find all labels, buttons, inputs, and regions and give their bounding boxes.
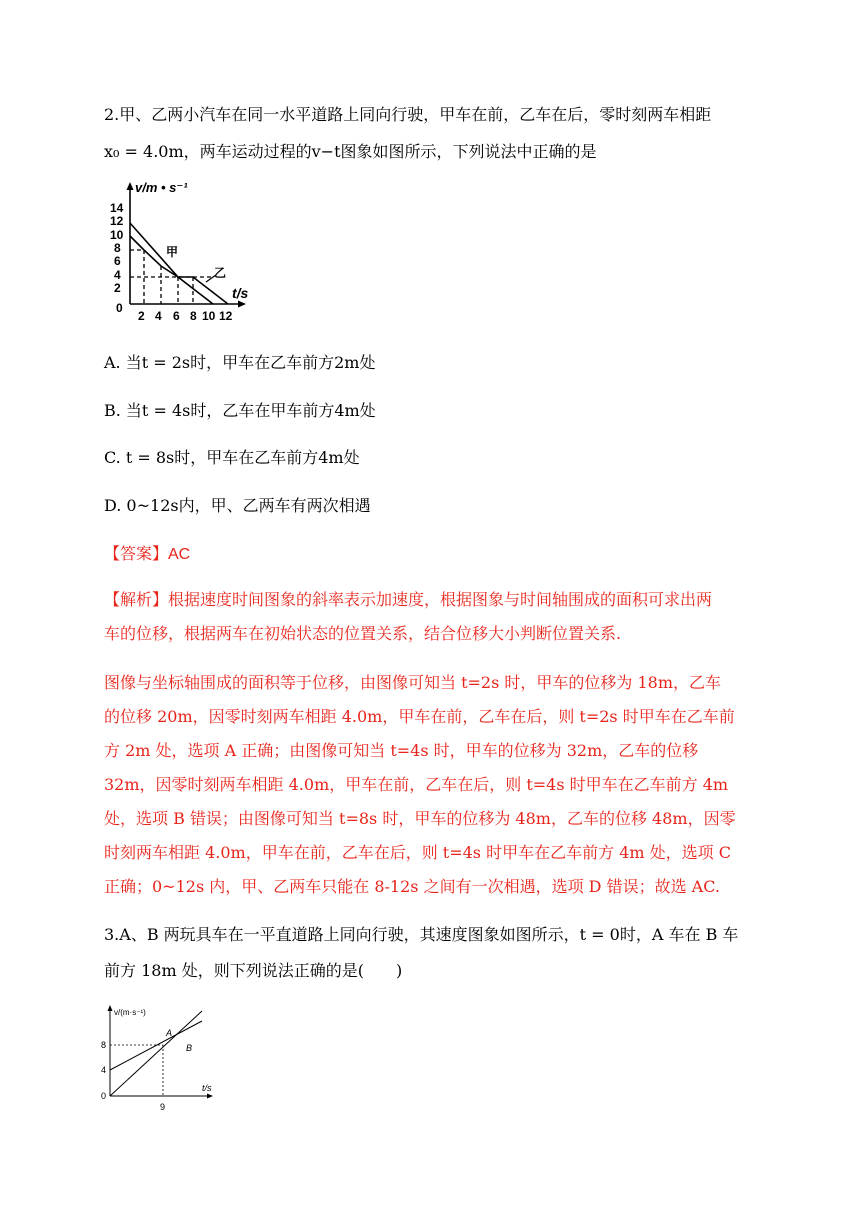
y-tick: 6 (114, 254, 121, 268)
q2-answer: 【答案】AC (104, 546, 191, 563)
analysis-line: 【解析】根据速度时间图象的斜率表示加速度，根据图象与时间轴围成的面积可求出两 (104, 590, 713, 609)
q2-stem-line2: x₀ = 4.0m，两车运动过程的v−t图象如图所示，下列说法中正确的是 (104, 142, 597, 161)
detail-line: 正确；0~12s 内，甲、乙两车只能在 8-12s 之间有一次相遇，选项 D 错误；故选 AC. (104, 877, 720, 896)
detail-line: 处，选项 B 错误；由图像可知当 t=8s 时，甲车的位移为 48m，乙车的位移 48m，因零 (104, 809, 736, 828)
x-tick: 8 (190, 309, 197, 323)
q2-option-b: B. 当t = 4s时，乙车在甲车前方4m处 (104, 401, 376, 420)
q2-option-d: D. 0~12s内，甲、乙两车有两次相遇 (104, 496, 371, 515)
q2-option-a: A. 当t = 2s时，甲车在乙车前方2m处 (104, 353, 376, 372)
x-axis-arrow (207, 1094, 213, 1099)
q3-stem-line1: 3.A、B 两玩具车在一平直道路上同向行驶，其速度图象如图所示，t = 0时，A 车在 B 车 (104, 925, 739, 944)
y-tick: 8 (114, 241, 121, 255)
label-jia: 甲 (166, 245, 179, 259)
x-tick: 9 (160, 1102, 166, 1112)
line-a (110, 1011, 202, 1096)
detail-line: 时刻两车相距 4.0m，甲车在前，乙车在后，则 t=4s 时甲车在乙车前方 4m 处，选项 C (104, 843, 731, 862)
y-tick: 8 (101, 1040, 107, 1050)
x-axis-label: t/s (202, 1083, 212, 1093)
y-tick: 2 (114, 281, 121, 295)
x-tick: 2 (138, 309, 145, 323)
detail-line: 图像与坐标轴围成的面积等于位移，由图像可知当 t=2s 时，甲车的位移为 18m，乙车 (104, 673, 722, 692)
q3-vt-graph (96, 1000, 236, 1120)
y-axis-arrow (127, 182, 134, 190)
y-tick: 4 (101, 1065, 107, 1075)
q2-detail (104, 666, 764, 904)
y-tick: 10 (110, 228, 124, 242)
detail-line: 的位移 20m，因零时刻两车相距 4.0m，甲车在前，乙车在后，则 t=2s 时甲车在乙车前 (104, 707, 735, 726)
y-tick: 0 (101, 1091, 107, 1101)
x-tick: 6 (173, 309, 180, 323)
q2-vt-graph (108, 178, 268, 326)
jia-line (130, 223, 213, 304)
analysis-line: 车的位移，根据两车在初始状态的位置关系，结合位移大小判断位置关系. (104, 624, 622, 643)
y-axis-label: v/(m·s⁻¹) (114, 1008, 146, 1017)
y-tick: 12 (110, 214, 124, 228)
y-tick: 14 (110, 201, 124, 215)
y-axis-arrow (108, 1005, 113, 1011)
q2-stem-line1: 2.甲、乙两小汽车在同一水平道路上同向行驶，甲车在前，乙车在后，零时刻两车相距 (104, 105, 712, 124)
label-a: A (166, 1028, 173, 1038)
x-axis-arrow (238, 301, 246, 308)
y-tick: 0 (116, 301, 123, 315)
detail-line: 方 2m 处，选项 A 正确；由图像可知当 t=4s 时，甲车的位移为 32m，乙车的位移 (104, 741, 699, 760)
q2-analysis (104, 583, 764, 651)
x-tick: 12 (219, 309, 233, 323)
x-tick: 10 (202, 309, 216, 323)
y-tick: 4 (114, 268, 121, 282)
detail-line: 32m，因零时刻两车相距 4.0m，甲车在前，乙车在后，则 t=4s 时甲车在乙车前方 4m (104, 775, 729, 794)
label-b: B (186, 1043, 193, 1053)
q3-stem-line2: 前方 18m 处，则下列说法正确的是( ) (104, 961, 403, 980)
x-axis-label: t/s (232, 285, 249, 301)
y-axis-label: v/m • s⁻¹ (135, 180, 188, 195)
q2-option-c: C. t = 8s时，甲车在乙车前方4m处 (104, 448, 360, 467)
x-tick: 4 (155, 309, 162, 323)
label-yi: 乙 (214, 266, 227, 280)
